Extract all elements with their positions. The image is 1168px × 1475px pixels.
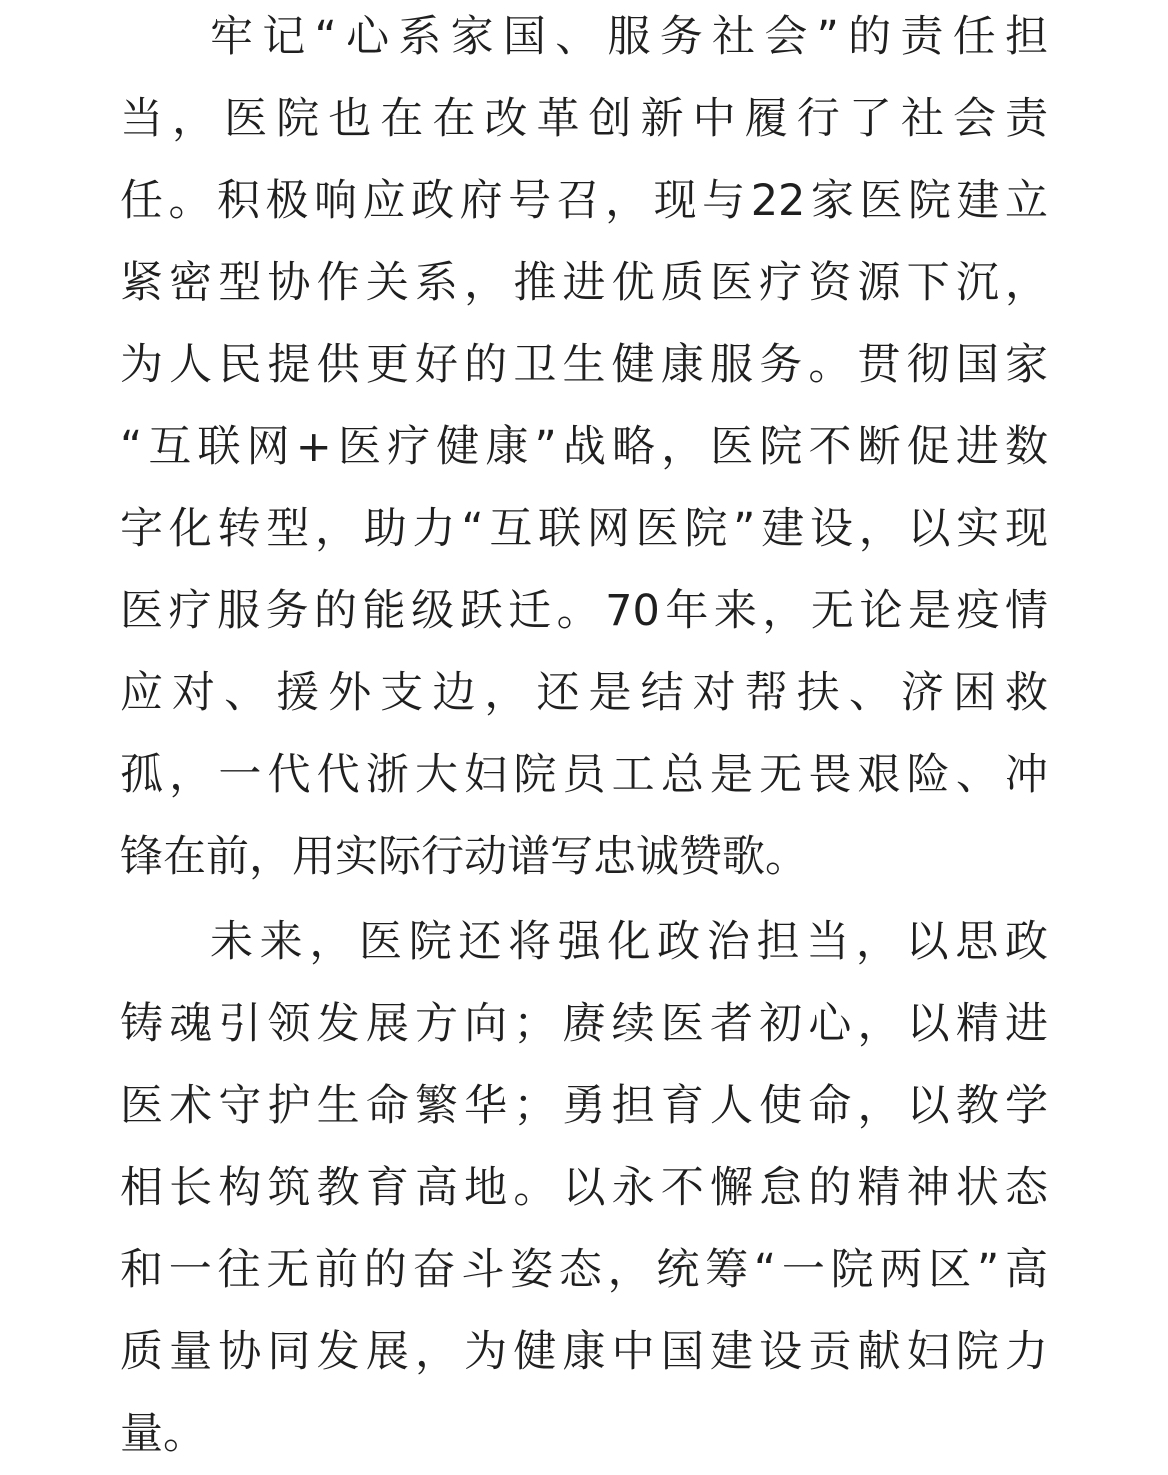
text-line: 医疗服务的能级跃迁。70年来，无论是疫情	[120, 586, 1048, 636]
text-line: 医术守护生命繁华；勇担育人使命，以教学	[120, 1081, 1048, 1131]
text-line: 相长构筑教育高地。以永不懈怠的精神状态	[120, 1163, 1048, 1213]
text-line: 质量协同发展，为健康中国建设贡献妇院力	[120, 1327, 1048, 1377]
text-line: 当，医院也在在改革创新中履行了社会责	[120, 94, 1048, 144]
text-line: 字化转型，助力“互联网医院”建设，以实现	[120, 504, 1048, 554]
article-body	[120, 0, 1048, 1475]
text-line: 量。	[120, 1409, 206, 1459]
text-line: 任。积极响应政府号召，现与22家医院建立	[120, 176, 1048, 226]
text-line: “互联网+医疗健康”战略，医院不断促进数	[120, 422, 1048, 472]
text-line: 锋在前，用实际行动谱写忠诚赞歌。	[120, 832, 808, 882]
text-line: 铸魂引领发展方向；赓续医者初心，以精进	[120, 999, 1048, 1049]
text-line: 和一往无前的奋斗姿态，统筹“一院两区”高	[120, 1245, 1048, 1295]
paragraph-future	[120, 901, 1048, 1475]
text-line: 未来，医院还将强化政治担当，以思政	[210, 917, 1048, 967]
text-line: 牢记“心系家国、服务社会”的责任担	[210, 12, 1048, 62]
text-line: 应对、援外支边，还是结对帮扶、济困救	[120, 668, 1048, 718]
text-line: 孤，一代代浙大妇院员工总是无畏艰险、冲	[120, 750, 1048, 800]
text-line: 紧密型协作关系，推进优质医疗资源下沉，	[120, 258, 1048, 308]
paragraph-responsibility	[120, 0, 1048, 898]
text-line: 为人民提供更好的卫生健康服务。贯彻国家	[120, 340, 1048, 390]
